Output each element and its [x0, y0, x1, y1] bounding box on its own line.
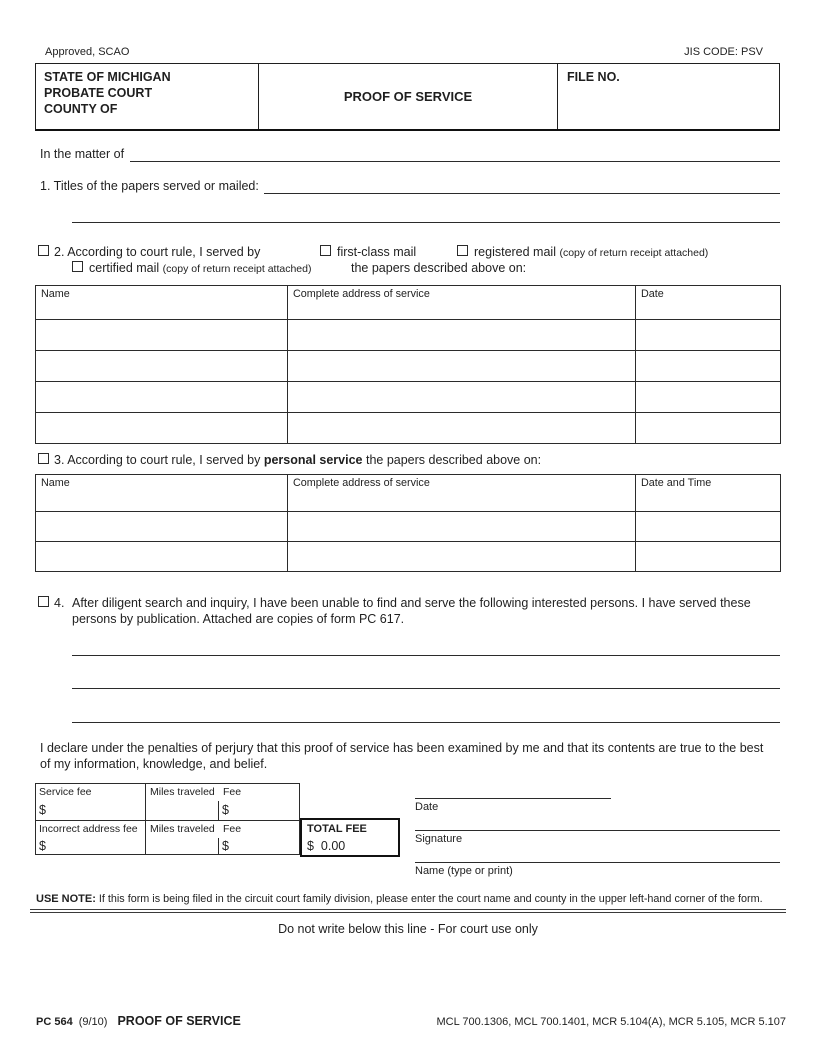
table-cell[interactable] [288, 512, 636, 542]
table-cell[interactable] [636, 320, 781, 351]
table-cell[interactable] [36, 320, 288, 351]
table-cell[interactable] [288, 382, 636, 413]
fee-row-divider [35, 820, 300, 821]
miles-traveled-label-2: Miles traveled [150, 823, 215, 835]
item2-row1 [38, 244, 780, 260]
table-cell[interactable] [288, 320, 636, 351]
use-note [36, 892, 782, 906]
item3-row [38, 452, 780, 468]
form-header-box [35, 63, 780, 131]
item4-text [72, 595, 784, 627]
table-cell[interactable] [36, 413, 288, 444]
miles-fee-dollar-1[interactable]: $ [222, 803, 229, 817]
footer-revision: (9/10) [78, 1016, 108, 1028]
item1-input-line[interactable] [264, 178, 780, 194]
fee-col-divider [145, 783, 146, 855]
jis-code-label: JIS CODE: PSV [684, 46, 763, 58]
first-class-mail-label: first-class mail [337, 245, 417, 259]
item4-checkbox[interactable] [38, 596, 49, 607]
declaration-line2: of my information, knowledge, and belief. [40, 757, 268, 771]
registered-mail-checkbox[interactable] [457, 245, 468, 256]
personal-col-address: Complete address of service [288, 475, 636, 512]
item1-input-line-2[interactable] [72, 222, 780, 223]
item3-lead: 3. According to court rule, I served by [54, 453, 264, 467]
item3-text [54, 452, 541, 468]
mail-col-name: Name [36, 286, 288, 320]
table-cell[interactable] [288, 542, 636, 572]
approved-scao-label: Approved, SCAO [45, 46, 130, 58]
item4-line1: After diligent search and inquiry, I have been unable to find and serve the following interested persons. I have served these [72, 596, 751, 610]
footer-title: PROOF OF SERVICE [117, 1014, 241, 1028]
fee-subdivider-1 [218, 801, 219, 820]
registered-mail-text: registered mail [474, 245, 556, 259]
table-cell[interactable] [636, 382, 781, 413]
total-fee-label: TOTAL FEE [307, 823, 367, 835]
total-fee-value[interactable]: $ 0.00 [307, 839, 346, 853]
form-title: PROOF OF SERVICE [343, 89, 473, 104]
registered-mail-note: (copy of return receipt attached) [559, 247, 709, 259]
table-cell[interactable] [36, 351, 288, 382]
certified-mail-checkbox[interactable] [72, 261, 83, 272]
file-no-field[interactable] [558, 64, 779, 129]
use-note-text: If this form is being filed in the circuit court family division, please enter the court name and county in the upper left-hand corner of the form. [95, 893, 763, 905]
date-label: Date [415, 801, 439, 813]
item3-checkbox[interactable] [38, 453, 49, 464]
court-caption [36, 64, 259, 129]
service-fee-label: Service fee [39, 786, 92, 798]
item3-suffix: the papers described above on: [362, 453, 542, 467]
item4-line2: persons by publication. Attached are copies of form PC 617. [72, 612, 405, 626]
item1-row [40, 178, 780, 194]
fee-subdivider-2 [218, 838, 219, 855]
first-class-mail-checkbox[interactable] [320, 245, 331, 256]
personal-col-datetime: Date and Time [636, 475, 781, 512]
matter-input-line[interactable] [130, 146, 780, 162]
mail-col-address: Complete address of service [288, 286, 636, 320]
table-cell[interactable] [288, 413, 636, 444]
item1-label: 1. Titles of the papers served or mailed: [40, 179, 259, 193]
date-field[interactable] [415, 798, 611, 813]
incorrect-address-fee-label: Incorrect address fee [39, 823, 138, 835]
footer-form-number: PC 564 [36, 1016, 73, 1028]
mail-col-date: Date [636, 286, 781, 320]
table-cell[interactable] [636, 413, 781, 444]
court-use-label: Do not write below this line - For court use only [278, 922, 538, 936]
court-line: PROBATE COURT [44, 86, 153, 100]
personal-service-table [35, 474, 781, 572]
total-fee-box [300, 818, 400, 857]
incorrect-fee-dollar[interactable]: $ [39, 839, 46, 853]
table-cell[interactable] [36, 512, 288, 542]
item4-number: 4. [54, 596, 65, 610]
file-no-label: FILE NO. [567, 70, 620, 84]
certified-mail-text: certified mail [89, 261, 160, 275]
miles-traveled-label-1: Miles traveled [150, 786, 215, 798]
publication-persons-line-3[interactable] [72, 722, 780, 723]
table-cell[interactable] [288, 351, 636, 382]
item2-suffix-text: the papers described above on: [351, 261, 527, 275]
table-cell[interactable] [36, 382, 288, 413]
signature-field[interactable] [415, 830, 780, 845]
matter-row [40, 146, 780, 162]
mail-service-table [35, 285, 781, 444]
certified-mail-label [89, 260, 311, 276]
service-fee-dollar[interactable]: $ [39, 803, 46, 817]
item3-bold-phrase: personal service [263, 453, 363, 467]
declaration-text [40, 740, 782, 772]
form-title-cell [259, 64, 558, 129]
county-line[interactable]: COUNTY OF [44, 102, 118, 116]
certified-mail-note: (copy of return receipt attached) [162, 263, 312, 275]
table-cell[interactable] [36, 542, 288, 572]
use-note-label: USE NOTE: [36, 893, 96, 905]
footer-citations: MCL 700.1306, MCL 700.1401, MCR 5.104(A), MCR 5.105, MCR 5.107 [436, 1016, 786, 1028]
declaration-line1: I declare under the penalties of perjury that this proof of service has been examined by me and that its contents are true to the best [40, 741, 764, 755]
item2-row2 [72, 260, 780, 276]
publication-persons-line-2[interactable] [72, 688, 780, 689]
table-cell[interactable] [636, 351, 781, 382]
registered-mail-label [474, 244, 708, 260]
name-field[interactable] [415, 862, 780, 877]
personal-col-name: Name [36, 475, 288, 512]
table-cell[interactable] [636, 542, 781, 572]
table-cell[interactable] [636, 512, 781, 542]
matter-label: In the matter of [40, 147, 125, 161]
fee-table [35, 783, 400, 857]
miles-fee-dollar-2[interactable]: $ [222, 839, 229, 853]
signature-label: Signature [415, 833, 463, 845]
publication-persons-line-1[interactable] [72, 655, 780, 656]
name-label: Name (type or print) [415, 865, 513, 877]
state-line: STATE OF MICHIGAN [44, 70, 171, 84]
fee-label-2: Fee [223, 823, 242, 835]
court-use-divider [30, 909, 786, 913]
fee-label-1: Fee [223, 786, 242, 798]
item2-checkbox[interactable] [38, 245, 49, 256]
item2-lead-text: 2. According to court rule, I served by [54, 245, 261, 259]
footer [36, 1014, 786, 1029]
